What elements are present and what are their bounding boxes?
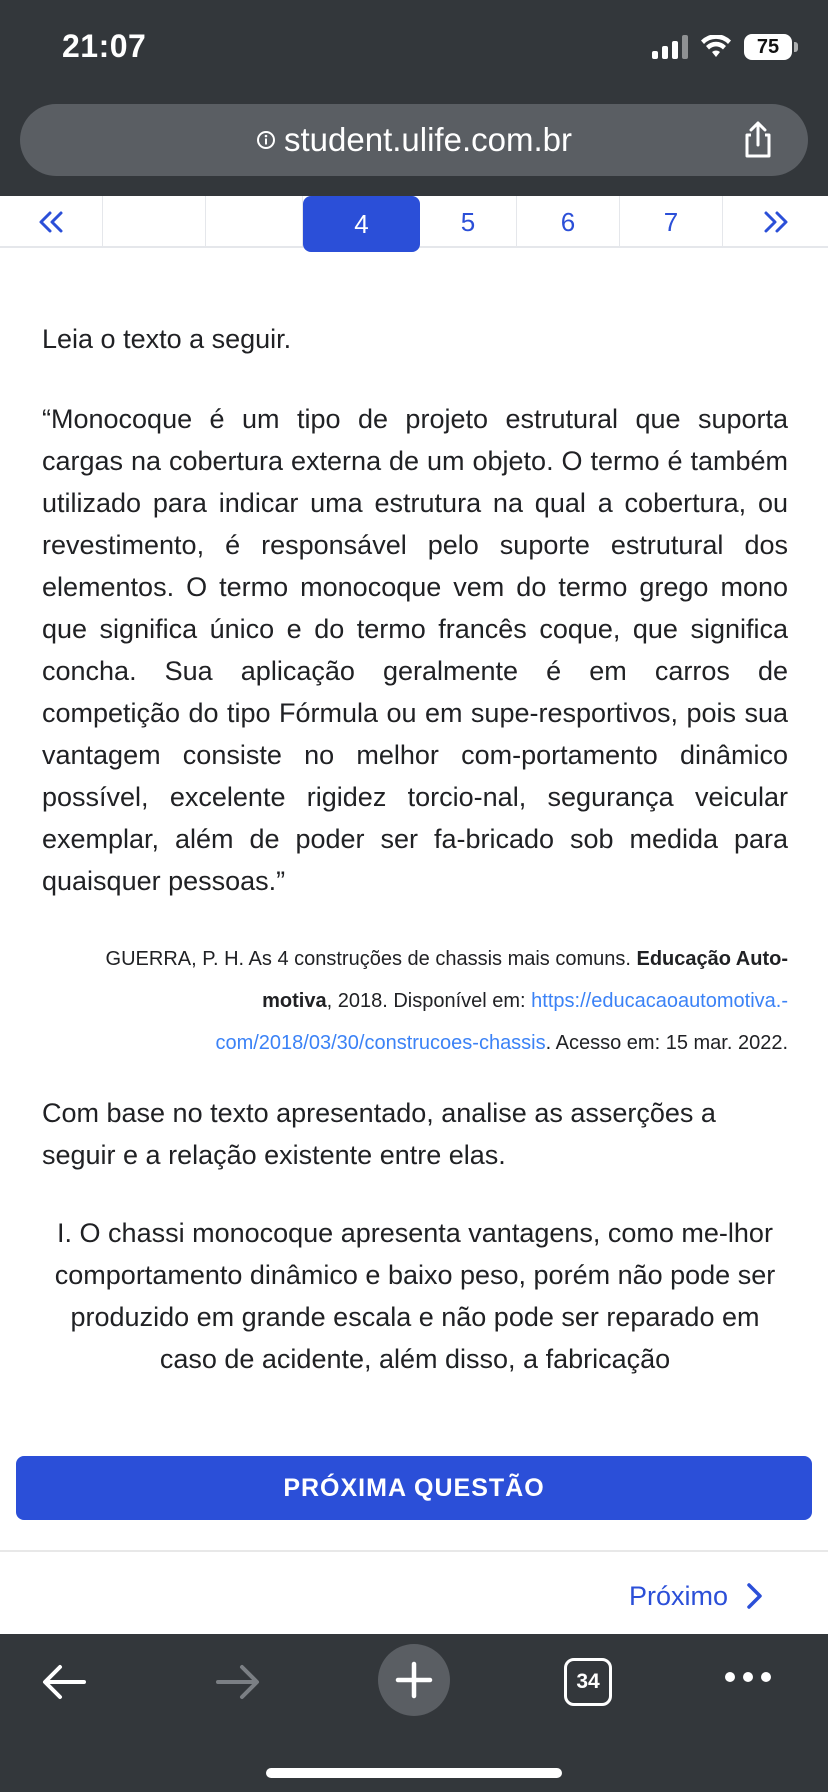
question-pagination [0, 196, 828, 248]
more-options-icon[interactable] [724, 1670, 772, 1684]
battery-indicator: 75 [744, 34, 792, 60]
page-6-button[interactable]: 6 [517, 196, 620, 248]
citation-access: . Acesso em: 15 mar. 2022. [545, 1032, 788, 1054]
citation [42, 938, 788, 1064]
pagination-blank-1 [103, 196, 206, 248]
status-icons [652, 34, 792, 60]
double-chevron-left-icon [37, 210, 65, 234]
last-page-button[interactable] [723, 196, 828, 248]
back-arrow-icon[interactable] [40, 1662, 88, 1702]
forward-arrow-icon[interactable] [214, 1662, 262, 1702]
footer-divider [0, 1550, 828, 1552]
next-link-label: Próximo [628, 1580, 728, 1611]
cellular-signal-icon [652, 35, 688, 59]
citation-link[interactable]: https://educacaoautomotiva.-com/2018/03/30/construcoes-chassis [215, 990, 788, 1054]
question-intro: Leia o texto a seguir. [42, 324, 292, 354]
double-chevron-right-icon [762, 210, 790, 234]
wifi-icon [700, 35, 732, 59]
browser-top-chrome [0, 0, 828, 196]
page-7-button[interactable]: 7 [620, 196, 723, 248]
first-page-button[interactable] [0, 196, 103, 248]
chevron-right-icon [746, 1582, 764, 1610]
pagination-blank-2 [206, 196, 303, 248]
info-icon [256, 130, 276, 150]
url-text: student.ulife.com.br [284, 121, 572, 158]
plus-icon [395, 1661, 433, 1699]
home-indicator [266, 1768, 562, 1778]
share-icon[interactable] [738, 120, 778, 160]
tabs-button[interactable]: 34 [564, 1658, 612, 1706]
browser-bottom-toolbar [0, 1634, 828, 1792]
content-fade [0, 1410, 828, 1460]
page-4-button[interactable]: 4 [303, 196, 420, 252]
citation-source: Educação Auto-motiva [262, 948, 788, 1012]
address-bar[interactable] [20, 104, 808, 176]
citation-author-title: GUERRA, P. H. As 4 construções de chassis mais comuns. [105, 948, 631, 970]
question-quote: “Monocoque é um tipo de projeto estrutural que suporta cargas na cobertura externa de um objeto. O termo é também utilizado para indicar uma estrutura na qual a cobertura, ou revestimento, é responsável pelo suporte estrutural dos elementos. O termo monocoque vem do termo grego mono que significa único e do termo francês coque, que significa concha. Sua aplicação geralmente é em carros de competição do tipo Fórmula ou em supe-resportivos, pois sua vantagem consiste no melhor com-portamento dinâmico possível, excelente rigidez torcio-nal, segurança veicular exemplar, além de poder ser fa-bricado sob medida para quaisquer pessoas.” [42, 404, 788, 896]
assertion-1: I. O chassi monocoque apresenta vantagens, como me-lhor comportamento dinâmico e baixo peso, porém não pode ser produzido em grande escala e não pode ser reparado em caso de acidente, além disso, a fabricação [54, 1218, 776, 1374]
next-link[interactable] [629, 1572, 764, 1620]
question-content [42, 318, 788, 1380]
question-prompt: Com base no texto apresentado, analise as asserções a seguir e a relação existente entre elas. [42, 1098, 716, 1170]
citation-year: , 2018. Disponível em: [326, 990, 526, 1012]
status-time: 21:07 [62, 28, 147, 64]
page-5-button[interactable]: 5 [420, 196, 517, 248]
next-question-button[interactable]: PRÓXIMA QUESTÃO [16, 1456, 812, 1520]
new-tab-button[interactable] [378, 1644, 450, 1716]
